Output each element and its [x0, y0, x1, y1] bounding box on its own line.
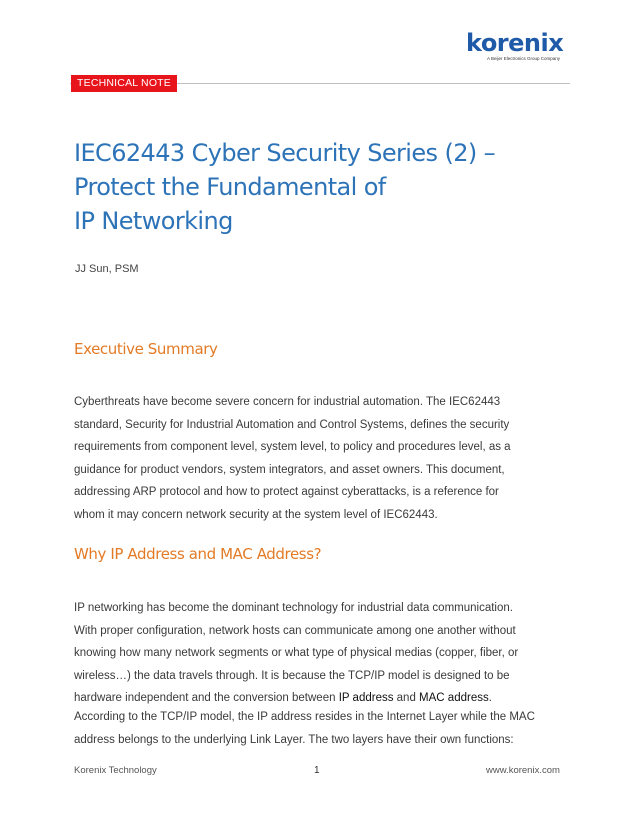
text-line: According to the TCP/IP model, the IP address resides in the Internet Layer while the MAC [74, 711, 535, 723]
text-line: With proper configuration, network hosts can communicate among one another without [74, 624, 516, 637]
text-segment: hardware independent and the conversion between [74, 692, 339, 704]
text-line: knowing how many network segments or what type of physical medias (copper, fiber, or [74, 647, 519, 659]
text-line: address belongs to the underlying Link Layer. The two layers have their own functions: [74, 733, 514, 746]
executive-summary-paragraph [74, 391, 564, 526]
text-line: guidance for product vendors, system integrators, and asset owners. This document, [74, 463, 505, 476]
text-segment: and [393, 692, 420, 704]
korenix-logo [466, 30, 566, 62]
text-line: addressing ARP protocol and how to protect against cyberattacks, is a reference for [74, 486, 499, 498]
text-line: requirements from component level, system level, to policy and procedures level, as a [74, 441, 511, 453]
author-name: JJ Sun, PSM [75, 263, 139, 275]
text-line: Cyberthreats have become severe concern for industrial automation. The IEC62443 [74, 396, 501, 408]
document-title [74, 136, 574, 238]
title-line: IP Networking [74, 207, 233, 235]
text-segment: . [488, 692, 492, 704]
executive-summary-heading: Executive Summary [74, 340, 218, 358]
logo-text: korenix [466, 29, 564, 57]
text-line: whom it may concern network security at the system level of IEC62443. [74, 508, 438, 521]
ip-address-term: IP address [338, 692, 394, 704]
why-ip-mac-heading: Why IP Address and MAC Address? [74, 545, 322, 563]
technical-note-badge: TECHNICAL NOTE [71, 75, 177, 92]
ip-networking-paragraph [74, 597, 564, 710]
title-line: IEC62443 Cyber Security Series (2) – [74, 139, 496, 167]
title-line: Protect the Fundamental of [74, 173, 386, 201]
logo-tagline: A Beijer Electronics Group Company [486, 56, 560, 61]
text-line: wireless…) the data travels through. It is because the TCP/IP model is designed to be [74, 669, 510, 682]
text-line: IP networking has become the dominant technology for industrial data communication. [74, 602, 513, 614]
text-line: standard, Security for Industrial Automation and Control Systems, defines the security [74, 418, 510, 431]
mac-address-term: MAC address [419, 692, 489, 704]
tcp-ip-model-paragraph [74, 706, 564, 751]
footer-website: www.korenix.com [486, 765, 560, 776]
page-number: 1 [314, 765, 320, 776]
footer-company: Korenix Technology [74, 765, 157, 776]
